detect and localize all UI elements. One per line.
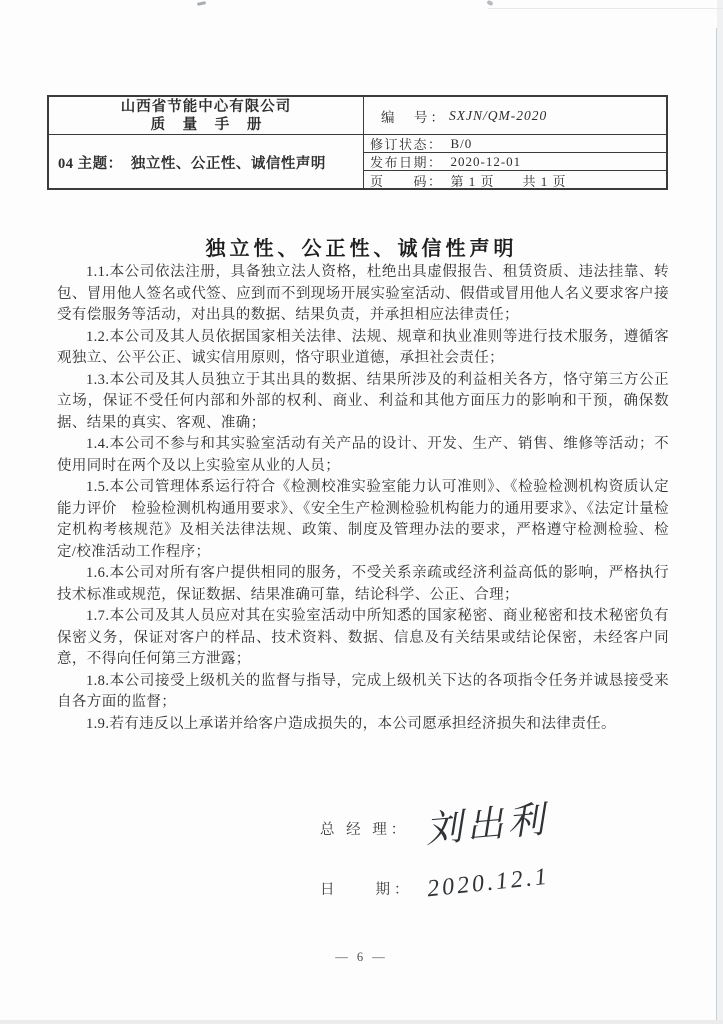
signature-date-label: 日 期： xyxy=(320,881,413,898)
declaration-clause-6: 1.6.本公司对所有客户提供相同的服务，不受关系亲疏或经济利益高低的影响，严格执行技术标准或规范，保证数据、结果准确可靠，结论科学、公正、合理； xyxy=(57,565,669,603)
scan-speck xyxy=(197,1,206,6)
doc-number-cell xyxy=(364,97,666,135)
general-manager-row xyxy=(320,798,620,858)
declaration-clause-1: 1.1.本公司依法注册，具备独立法人资格，杜绝出具虚假报告、租赁资质、违法挂靠、转包、冒用他人签名或代签、应到而不到现场开展实验室活动、假借或冒用他人名义要求客户接受有偿服务等活动，对出具的数据、结果负责，并承担相应法律责任； xyxy=(57,264,669,323)
declaration-clause-2: 1.2.本公司及其人员依据国家相关法律、法规、规章和执业准则等进行技术服务，遵循客观独立、公平公正、诚实信用原则，恪守职业道德，承担社会责任； xyxy=(57,328,669,366)
manual-title: 质 量 手 册 xyxy=(150,116,269,133)
company-header-cell xyxy=(49,97,364,135)
subject-cell: 04 主题： 独立性、公正性、诚信性声明 xyxy=(49,135,364,190)
page-number: — 6 — xyxy=(335,950,388,964)
signature-date-handwriting: 2020.12.1 xyxy=(425,863,551,902)
declaration-clause-7: 1.7.本公司及其人员应对其在实验室活动中所知悉的国家秘密、商业秘密和技术秘密负有保密义务，保证对客户的样品、技术资料、数据、信息及有关结果或结论保密，未经客户同意，不得向任何第三方泄露； xyxy=(57,608,669,667)
revision-status-value: B/0 xyxy=(450,135,473,151)
signature-date-row xyxy=(320,863,620,910)
document-title: 独立性、公正性、诚信性声明 xyxy=(205,238,518,260)
revision-status-cell xyxy=(364,135,666,153)
page-code-value: 第 1 页 共 1 页 xyxy=(450,174,567,189)
release-date-label: 发布日期： xyxy=(370,155,443,170)
declaration-clause-9: 1.9.若有违反以上承诺并给客户造成损失的，本公司愿承担经济损失和法律责任。 xyxy=(86,715,616,732)
general-manager-label: 总 经 理： xyxy=(320,821,410,838)
declaration-clause-5: 1.5.本公司管理体系运行符合《检测校准实验室能力认可准则》、《检验检测机构资质认定能力评价 检验检测机构通用要求》、《安全生产检测检验机构能力的通用要求》、《法定计量检定机构考核规范》及相关法律法规、政策、制度及管理办法的要求，严格遵守检测检验、检定/校准活动工作程序； xyxy=(57,479,669,560)
scan-edge-right-strip xyxy=(717,0,723,1024)
scan-edge-top-line xyxy=(488,8,723,9)
release-date-cell xyxy=(364,153,666,171)
scan-edge-right-line xyxy=(716,28,717,1024)
declaration-clause-8: 1.8.本公司接受上级机关的监督与指导，完成上级机关下达的各项指令任务并诚恳接受来自各方面的监督； xyxy=(57,672,669,710)
general-manager-signature-handwriting: 刘出利 xyxy=(424,799,551,852)
scan-speck xyxy=(486,0,493,6)
company-name: 山西省节能中心有限公司 xyxy=(120,98,292,115)
declaration-clause-3: 1.3.本公司及其人员独立于其出具的数据、结果所涉及的利益相关各方，恪守第三方公正立场，保证不受任何内部和外部的权利、商业、利益和其他方面压力的影响和干预，确保数据、结果的真实、客观、准确； xyxy=(57,371,669,431)
signature-block xyxy=(320,798,620,910)
page-code-label: 页 码： xyxy=(370,174,443,189)
page-code-cell xyxy=(364,171,666,190)
doc-number-label: 编 号： xyxy=(381,109,447,125)
doc-number-value: SXJN/QM-2020 xyxy=(449,107,548,123)
release-date-value: 2020-12-01 xyxy=(450,153,522,169)
revision-status-label: 修订状态： xyxy=(370,137,443,152)
declaration-body xyxy=(57,262,669,735)
scan-edge-bottom-strip xyxy=(0,1020,723,1024)
document-header-table xyxy=(47,95,668,190)
declaration-clause-4: 1.4.本公司不参与和其实验室活动有关产品的设计、开发、生产、销售、维修等活动；不使用同时在两个及以上实验室从业的人员； xyxy=(57,436,669,474)
